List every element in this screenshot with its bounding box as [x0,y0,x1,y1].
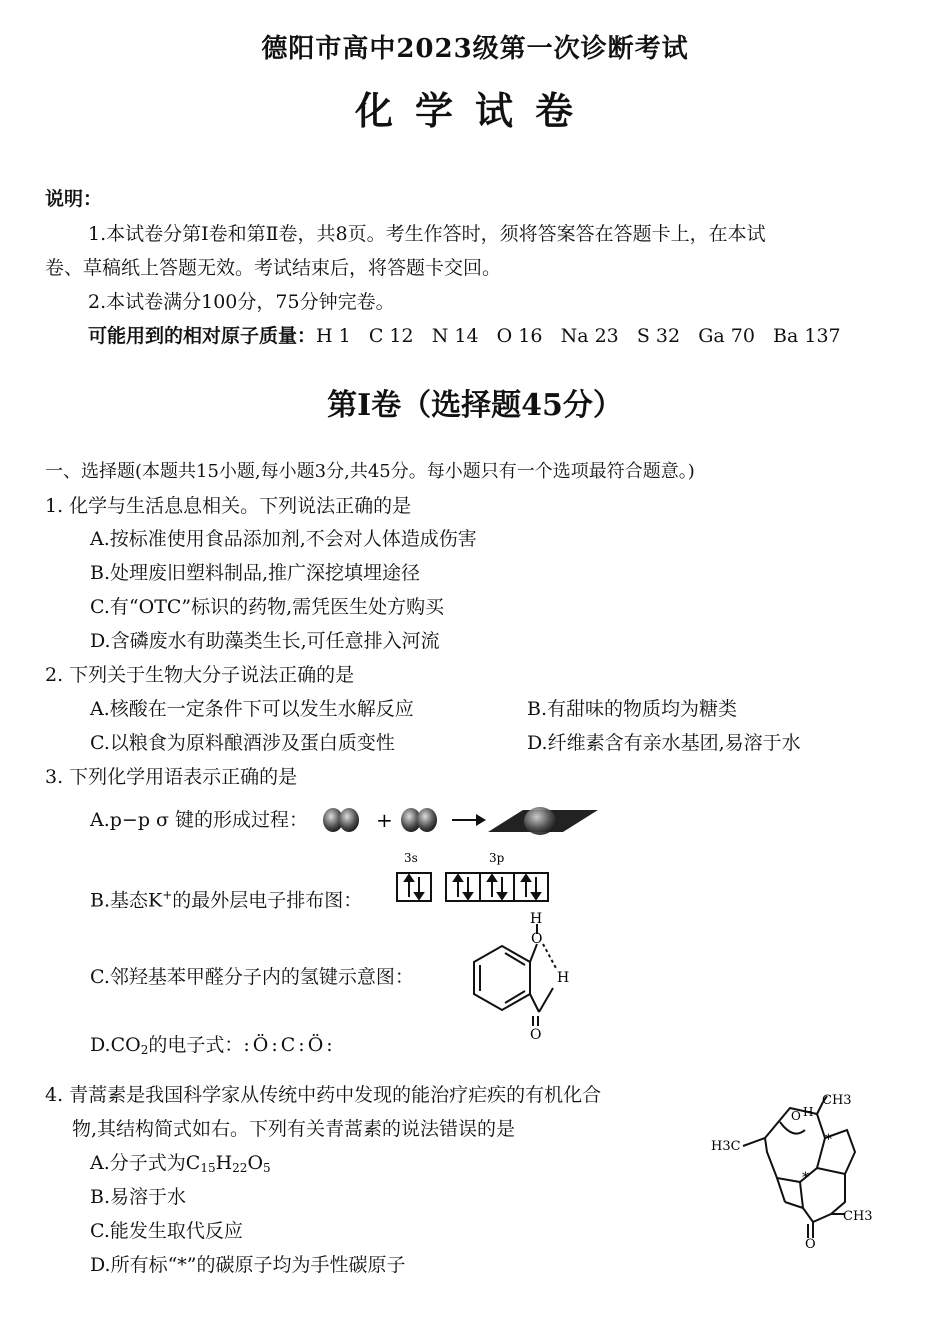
q2-option-a: A.核酸在一定条件下可以发生水解反应 [90,698,414,720]
q3-option-d [90,1030,336,1065]
label-3s: 3s [404,851,418,865]
q3-option-d-sub: 2 [140,1043,149,1057]
q2-option-c: C.以粮食为原料酿酒涉及蛋白质变性 [90,732,395,754]
q3-option-d-suffix: 的电子式： [148,1034,244,1056]
hydrogen-aldehyde: H [557,970,570,986]
atomic-mass-values: H 1 C 12 N 14 O 16 Na 23 S 32 Ga 70 Ba 137 [316,325,841,347]
q4-option-c: C.能发生取代反应 [90,1220,243,1242]
q3-stem: 3. 下列化学用语表示正确的是 [45,766,298,788]
q2-option-d: D.纤维素含有亲水基团,易溶于水 [527,732,801,754]
atomic-mass-label: 可能用到的相对原子质量： [88,325,317,347]
notes-label: 说明： [45,188,103,210]
q4-option-a-sub1: 15 [200,1161,216,1175]
hydrogen-label: H [803,1105,814,1119]
label-3p: 3p [489,851,505,865]
section-title: 第I卷（选择题45分） [327,388,623,423]
q3-option-a: A.p−p σ 键的形成过程： [90,809,309,831]
q3-option-b-suffix: 的最外层电子排布图： [172,889,363,912]
oxygen-carbonyl: O [530,1027,542,1040]
q4-stem-line2: 物,其结构简式如右。下列有关青蒿素的说法错误的是 [72,1118,516,1140]
exam-title: 德阳市高中2023级第一次诊断考试 [261,34,689,64]
section-instruction: 一、选择题(本题共15小题,每小题3分,共45分。每小题只有一个选项最符合题意。) [45,461,695,482]
q2-option-b: B.有甜味的物质均为糖类 [527,698,738,720]
notes-item2: 2.本试卷满分100分，75分钟完卷。 [88,291,395,313]
q4-option-b: B.易溶于水 [90,1186,187,1208]
chiral-star-2: * [802,1170,809,1186]
hydrogen-bond-dashes [543,944,557,970]
hydrogen-top: H [530,912,543,927]
paper-title: 化学试卷 [354,88,595,133]
h3c-left: H3C [711,1139,741,1154]
ch3-top: CH3 [822,1093,852,1108]
q4-option-a-sub3: 5 [263,1161,271,1175]
q1-option-c: C.有“OTC”标识的药物,需凭医生处方购买 [90,596,445,618]
q4-option-a-prefix: A.分子式为C [90,1152,201,1174]
q1-stem: 1. 化学与生活息息相关。下列说法正确的是 [45,495,412,517]
artemisinin-structure [705,1090,885,1250]
q4-stem-line1: 4. 青蒿素是我国科学家从传统中药中发现的能治疗疟疾的有机化合 [45,1084,602,1106]
q4-option-a-o: O [247,1152,264,1174]
electron-arrows [405,875,540,899]
q1-option-a: A.按标准使用食品添加剂,不会对人体造成伤害 [90,528,477,550]
peroxide-oxygen: O [791,1109,801,1123]
chiral-star-1: * [825,1132,832,1148]
q2-stem: 2. 下列关于生物大分子说法正确的是 [45,664,355,686]
orbital-3s-box [397,873,431,901]
carbonyl-oxygen: O [805,1237,816,1250]
q3-option-b [90,880,362,915]
co2-electron-formula: :Ö:C:Ö: [243,1034,336,1056]
electron-orbital-diagram [392,848,562,908]
p-orbital-2 [401,808,437,832]
ch3-bottom: CH3 [843,1209,873,1224]
notes-item1-line1: 1.本试卷分第Ⅰ卷和第Ⅱ卷，共8页。考生作答时，须将答案答在答题卡上，在本试 [88,223,766,245]
q3-option-b-prefix: B.基态K [90,889,163,912]
orbital-3p-boxes [446,873,548,901]
p-orbital-1 [323,808,359,832]
q4-option-a [90,1148,271,1183]
q1-option-b: B.处理废旧塑料制品,推广深挖填埋途径 [90,562,421,584]
sigma-bond-formation-diagram [318,796,608,846]
notes-item1-line2: 卷、草稿纸上答题无效。考试结束后，将答题卡交回。 [45,257,502,279]
q3-option-c: C.邻羟基苯甲醛分子内的氢键示意图： [90,966,414,988]
q1-option-d: D.含磷废水有助藻类生长,可任意排入河流 [90,630,440,652]
benzene-ring [474,946,530,1010]
oxygen-hydroxyl: O [531,931,543,947]
q4-option-a-h: H [215,1152,233,1174]
q3-option-b-sup: + [162,888,173,902]
arrow-icon [452,814,486,826]
q4-option-d: D.所有标“*”的碳原子均为手性碳原子 [90,1254,406,1276]
q4-option-a-sub2: 22 [232,1161,248,1175]
atomic-mass-line [88,321,841,351]
plus-sign: + [376,808,393,832]
sigma-bond-orbital [488,807,598,835]
q3-option-d-prefix: D.CO [90,1034,141,1056]
salicylaldehyde-hydrogen-bond-diagram [455,912,585,1040]
